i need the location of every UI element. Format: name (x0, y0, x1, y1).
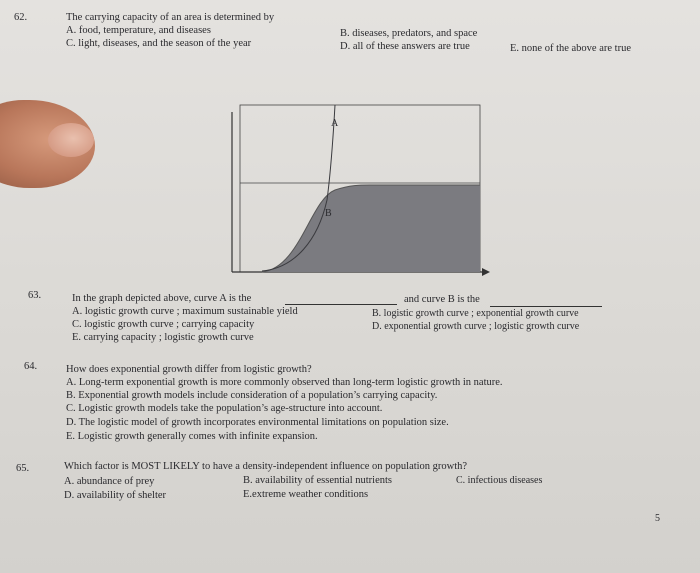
q64-option-b: B. Exponential growth models include consideration of a population’s carrying capacity. (66, 390, 438, 401)
q63-number: 63. (28, 290, 42, 301)
x-axis-arrow (482, 268, 490, 276)
q62-option-b: B. diseases, predators, and space (340, 28, 478, 39)
q62-number: 62. (14, 12, 28, 23)
q64-option-e: E. Logistic growth generally comes with infinite expansion. (66, 431, 318, 442)
q63-stem-part2: and curve B is the (404, 294, 480, 305)
q65-option-c: C. infectious diseases (456, 475, 543, 486)
q64-stem: How does exponential growth differ from logistic growth? (66, 364, 312, 375)
q64-option-c: C. Logistic growth models take the population’s age-structure into account. (66, 403, 383, 414)
q62-option-e: E. none of the above are true (510, 43, 631, 54)
q63-stem-part1: In the graph depicted above, curve A is the (72, 293, 252, 304)
q63-option-e: E. carrying capacity ; logistic growth curve (72, 332, 254, 343)
q63-option-a: A. logistic growth curve ; maximum sustainable yield (72, 306, 298, 317)
q62-option-d: D. all of these answers are true (340, 41, 470, 52)
q65-stem: Which factor is MOST LIKELY to have a density-independent influence on population growth? (64, 461, 468, 472)
q65-option-e: E.extreme weather conditions (243, 489, 369, 500)
q63-blank-2 (490, 306, 602, 307)
q63-option-c: C. logistic growth curve ; carrying capacity (72, 319, 255, 330)
curve-b-fill (262, 185, 480, 272)
q62-option-c: C. light, diseases, and the season of the year (66, 38, 252, 49)
q65-option-a: A. abundance of prey (64, 476, 155, 487)
q64-option-a: A. Long-term exponential growth is more commonly observed than long-term logistic growth in nature. (66, 377, 503, 388)
q65-option-b: B. availability of essential nutrients (243, 475, 393, 486)
q65-number: 65. (16, 463, 30, 474)
q65-option-d: D. availability of shelter (64, 490, 167, 501)
curve-b-label: B (325, 208, 332, 219)
q63-option-b: B. logistic growth curve ; exponential growth curve (372, 308, 579, 319)
page-number: 5 (655, 513, 660, 524)
q63-option-d: D. exponential growth curve ; logistic growth curve (372, 321, 580, 332)
q64-option-d: D. The logistic model of growth incorporates environmental limitations on population size. (66, 417, 449, 428)
q62-stem: The carrying capacity of an area is determined by (66, 12, 275, 23)
q63-blank-1 (285, 304, 397, 305)
q62-option-a: A. food, temperature, and diseases (66, 25, 211, 36)
q64-number: 64. (24, 361, 38, 372)
curve-a-label: A (331, 118, 339, 129)
